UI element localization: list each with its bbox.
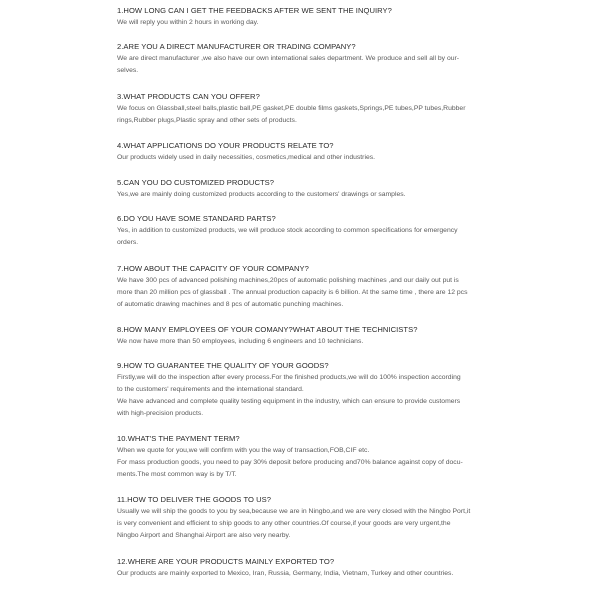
faq-answer: [117, 189, 484, 201]
faq-answer: [117, 506, 484, 542]
faq-item-10: [117, 433, 484, 481]
faq-answer-line: more than 20 million pcs of glassball . The annual production capacity is 6 billion. At the same time , there are 12 pcs: [117, 289, 468, 296]
faq-answer-line: Our products widely used in daily necessities, cosmetics,medical and other industries.: [117, 154, 376, 161]
faq-item-6: [117, 213, 484, 249]
faq-answer: [117, 275, 484, 311]
faq-question: 3.WHAT PRODUCTS CAN YOU OFFER?: [117, 92, 260, 101]
faq-question: 1.HOW LONG CAN I GET THE FEEDBACKS AFTER WE SENT THE INQUIRY?: [117, 6, 392, 15]
faq-item-2: [117, 41, 484, 77]
faq-answer-line: We now have more than 50 employees, including 6 engineers and 10 technicians.: [117, 338, 364, 345]
faq-answer-line: Our products are mainly exported to Mexico, Iran, Russia, Germany, India, Vietnam, Turkey and other countries.: [117, 570, 454, 577]
faq-answer-line: Yes,we are mainly doing customized products according to the customers' drawings or samples.: [117, 191, 406, 198]
faq-item-7: [117, 263, 484, 311]
faq-item-4: [117, 140, 484, 164]
faq-answer-line: For mass production goods, you need to pay 30% deposit before producing and70% balance against copy of docu-: [117, 459, 463, 466]
faq-question: 12.WHERE ARE YOUR PRODUCTS MAINLY EXPORTED TO?: [117, 557, 335, 566]
faq-answer: [117, 336, 484, 348]
faq-item-12: [117, 556, 484, 580]
faq-question: 7.HOW ABOUT THE CAPACITY OF YOUR COMPANY?: [117, 264, 309, 273]
faq-answer-line: We will reply you within 2 hours in working day.: [117, 19, 259, 26]
faq-answer-line: is very convenient and efficient to ship goods to any other countries.Of course,if your goods are very urgent,the: [117, 520, 451, 527]
faq-answer-line: rings,Rubber plugs,Plastic spray and other sets of products.: [117, 117, 297, 124]
faq-question: 2.ARE YOU A DIRECT MANUFACTURER OR TRADING COMPANY?: [117, 42, 356, 51]
faq-answer-line: orders.: [117, 239, 139, 246]
faq-answer-line: We have 300 pcs of advanced polishing machines,20pcs of automatic polishing machines ,and our daily out put is: [117, 277, 459, 284]
faq-item-8: [117, 324, 484, 348]
faq-answer-line: to the customers' requirements and the international standard.: [117, 386, 304, 393]
faq-answer: [117, 152, 484, 164]
faq-answer-line: We focus on Glassball,steel balls,plastic ball,PE gasket,PE double films gaskets,Springs,PE tubes,PP tubes,Rubber: [117, 105, 466, 112]
faq-answer-line: ments.The most common way is by T/T.: [117, 471, 237, 478]
faq-question: 5.CAN YOU DO CUSTOMIZED PRODUCTS?: [117, 178, 275, 187]
faq-answer: [117, 445, 484, 481]
faq-answer: [117, 53, 484, 77]
faq-answer: [117, 372, 484, 420]
faq-answer-line: Ningbo Airport and Shanghai Airport are also very nearby.: [117, 532, 291, 539]
faq-item-11: [117, 494, 484, 542]
faq-question: 11.HOW TO DELIVER THE GOODS TO US?: [117, 495, 272, 504]
faq-answer-line: Usually we will ship the goods to you by sea,because we are in Ningbo,and we are very closed with the Ningbo Port,it: [117, 508, 471, 515]
faq-answer-line: When we quote for you,we will confirm with you the way of transaction,FOB,CIF etc.: [117, 447, 370, 454]
faq-answer: [117, 17, 484, 29]
faq-answer-line: with high-precision products.: [117, 410, 204, 417]
faq-answer-line: We are direct manufacturer ,we also have our own international sales department. We produce and sell all by our-: [117, 55, 460, 62]
faq-answer: [117, 103, 484, 127]
faq-answer: [117, 225, 484, 249]
faq-question: 4.WHAT APPLICATIONS DO YOUR PRODUCTS RELATE TO?: [117, 141, 334, 150]
faq-answer-line: selves.: [117, 67, 139, 74]
faq-answer-line: Yes, in addition to customized products, we will produce stock according to common specifications for emergency: [117, 227, 458, 234]
faq-question: 9.HOW TO GUARANTEE THE QUALITY OF YOUR GOODS?: [117, 361, 329, 370]
faq-answer-line: of automatic drawing machines and 8 pcs of automatic punching machines.: [117, 301, 344, 308]
faq-item-3: [117, 91, 484, 127]
faq-item-5: [117, 177, 484, 201]
faq-answer-line: Firstly,we will do the inspection after every process.For the finished products,we will do 100% inspection according: [117, 374, 461, 381]
faq-item-1: [117, 5, 484, 29]
faq-answer: [117, 568, 484, 580]
faq-question: 8.HOW MANY EMPLOYEES OF YOUR COMANY?WHAT ABOUT THE TECHNICISTS?: [117, 325, 418, 334]
faq-question: 6.DO YOU HAVE SOME STANDARD PARTS?: [117, 214, 276, 223]
faq-item-9: [117, 360, 484, 420]
faq-answer-line: We have advanced and complete quality testing equipment in the industry, which can ensure to provide customers: [117, 398, 461, 405]
faq-question: 10.WHAT'S THE PAYMENT TERM?: [117, 434, 240, 443]
